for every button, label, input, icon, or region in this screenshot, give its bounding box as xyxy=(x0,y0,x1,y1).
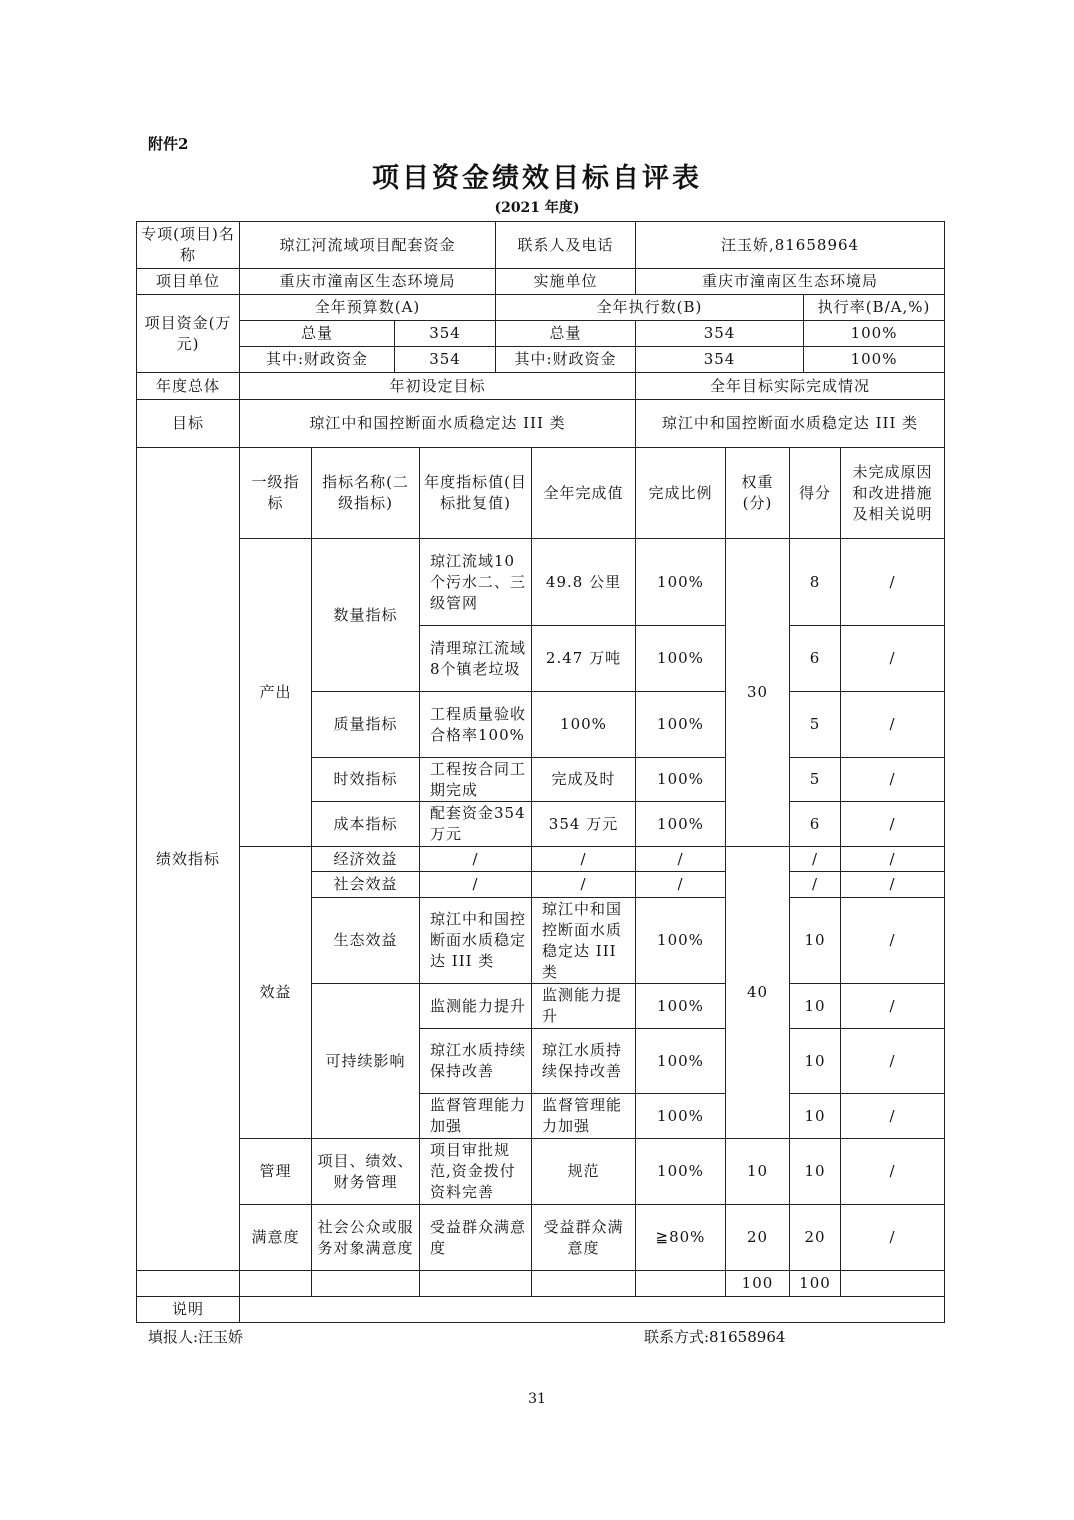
score-value: 10 xyxy=(790,984,841,1029)
exec-label: 全年执行数(B) xyxy=(496,295,804,321)
group-benefit: 效益 xyxy=(240,847,312,1139)
reason-value: / xyxy=(841,626,945,692)
reason-value: / xyxy=(841,898,945,984)
ratio-value: 100% xyxy=(636,1094,726,1139)
contact-label: 联系人及电话 xyxy=(496,222,636,269)
actual-value: 2.47 万吨 xyxy=(532,626,636,692)
score-value: 10 xyxy=(790,1139,841,1205)
actual-label: 全年目标实际完成情况 xyxy=(636,373,945,400)
indicator-table xyxy=(136,447,945,1323)
year-subtitle: (2021 年度) xyxy=(494,200,580,216)
total-rate: 100% xyxy=(804,321,945,347)
filler-name: 填报人:汪玉娇 xyxy=(148,1328,244,1346)
indicator-name: 社会效益 xyxy=(312,872,420,898)
ratio-value: / xyxy=(636,872,726,898)
section-label: 绩效指标 xyxy=(137,448,240,1271)
group-output: 产出 xyxy=(240,539,312,847)
note-value xyxy=(240,1297,945,1323)
actual-value: 完成及时 xyxy=(532,758,636,802)
column-header: 未完成原因和改进措施及相关说明 xyxy=(841,448,945,539)
reason-value: / xyxy=(841,539,945,626)
budget-label: 全年预算数(A) xyxy=(240,295,496,321)
target-label: 目标 xyxy=(137,400,240,448)
rate-label: 执行率(B/A,%) xyxy=(804,295,945,321)
target-value: 配套资金354万元 xyxy=(420,802,532,847)
page-title: 项目资金绩效目标自评表 xyxy=(372,163,702,194)
score-value: 5 xyxy=(790,692,841,758)
indicator-name: 成本指标 xyxy=(312,802,420,847)
column-header: 一级指标 xyxy=(240,448,312,539)
attachment-label: 附件2 xyxy=(148,135,189,153)
actual-value: 354 万元 xyxy=(532,802,636,847)
target-value: 琼江水质持续保持改善 xyxy=(420,1029,532,1094)
ratio-value: 100% xyxy=(636,758,726,802)
empty-cell xyxy=(137,1271,240,1297)
indicator-name: 社会公众或服务对象满意度 xyxy=(312,1205,420,1271)
reason-value: / xyxy=(841,1139,945,1205)
ratio-value: 100% xyxy=(636,539,726,626)
ratio-value: / xyxy=(636,847,726,872)
fiscal-rate: 100% xyxy=(804,347,945,373)
column-header: 权重(分) xyxy=(726,448,790,539)
reason-value: / xyxy=(841,802,945,847)
empty-cell xyxy=(532,1271,636,1297)
project-info-table xyxy=(136,221,945,448)
group-satisfaction: 满意度 xyxy=(240,1205,312,1271)
score-value: 8 xyxy=(790,539,841,626)
actual-value: 监督管理能力加强 xyxy=(532,1094,636,1139)
reason-value: / xyxy=(841,1094,945,1139)
score-value: 20 xyxy=(790,1205,841,1271)
project-name-label: 专项(项目)名称 xyxy=(137,222,240,269)
ratio-value: 100% xyxy=(636,1029,726,1094)
actual-value: 琼江中和国控断面水质稳定达 III 类 xyxy=(532,898,636,984)
reason-value: / xyxy=(841,1205,945,1271)
ratio-value: ≧80% xyxy=(636,1205,726,1271)
weight-value: 30 xyxy=(726,539,790,847)
score-value: 5 xyxy=(790,758,841,802)
empty-cell xyxy=(636,1271,726,1297)
actual-value: 琼江水质持续保持改善 xyxy=(532,1029,636,1094)
score-value: 6 xyxy=(790,802,841,847)
target-value: 项目审批规范,资金拨付资料完善 xyxy=(420,1139,532,1205)
score-value: / xyxy=(790,847,841,872)
total-label: 总量 xyxy=(240,321,395,347)
target-value: 工程质量验收合格率100% xyxy=(420,692,532,758)
total-weight: 100 xyxy=(726,1271,790,1297)
group-management: 管理 xyxy=(240,1139,312,1205)
target-value: 监督管理能力加强 xyxy=(420,1094,532,1139)
reason-value: / xyxy=(841,847,945,872)
target-value: 琼江流域10个污水二、三级管网 xyxy=(420,539,532,626)
score-value: 10 xyxy=(790,898,841,984)
empty-cell xyxy=(312,1271,420,1297)
actual-value: / xyxy=(532,847,636,872)
column-header: 指标名称(二级指标) xyxy=(312,448,420,539)
empty-cell xyxy=(420,1271,532,1297)
total-label: 总量 xyxy=(496,321,636,347)
project-name: 琼江河流域项目配套资金 xyxy=(240,222,496,269)
footer-contact: 联系方式:81658964 xyxy=(644,1328,786,1346)
column-header: 得分 xyxy=(790,448,841,539)
total-score: 100 xyxy=(790,1271,841,1297)
ratio-value: 100% xyxy=(636,898,726,984)
initial-target: 琼江中和国控断面水质稳定达 III 类 xyxy=(240,400,636,448)
initial-label: 年初设定目标 xyxy=(240,373,636,400)
column-header: 年度指标值(目标批复值) xyxy=(420,448,532,539)
actual-value: 受益群众满意度 xyxy=(532,1205,636,1271)
impl-value: 重庆市潼南区生态环境局 xyxy=(636,269,945,295)
actual-value: 49.8 公里 xyxy=(532,539,636,626)
total-exec: 354 xyxy=(636,321,804,347)
reason-value: / xyxy=(841,984,945,1029)
ratio-value: 100% xyxy=(636,802,726,847)
ratio-value: 100% xyxy=(636,626,726,692)
total-budget: 354 xyxy=(395,321,496,347)
target-value: 受益群众满意度 xyxy=(420,1205,532,1271)
reason-value: / xyxy=(841,758,945,802)
target-value: 琼江中和国控断面水质稳定达 III 类 xyxy=(420,898,532,984)
page-number: 31 xyxy=(528,1391,546,1407)
target-value: 清理琼江流域8个镇老垃圾 xyxy=(420,626,532,692)
reason-value: / xyxy=(841,1029,945,1094)
unit-label: 项目单位 xyxy=(137,269,240,295)
empty-cell xyxy=(240,1271,312,1297)
overall-label: 年度总体 xyxy=(137,373,240,400)
indicator-name: 生态效益 xyxy=(312,898,420,984)
actual-result: 琼江中和国控断面水质稳定达 III 类 xyxy=(636,400,945,448)
target-value: 监测能力提升 xyxy=(420,984,532,1029)
weight-value: 40 xyxy=(726,847,790,1139)
totals-row xyxy=(137,1271,945,1297)
reason-value: / xyxy=(841,692,945,758)
target-value: / xyxy=(420,847,532,872)
reason-value: / xyxy=(841,872,945,898)
unit-value: 重庆市潼南区生态环境局 xyxy=(240,269,496,295)
actual-value: 100% xyxy=(532,692,636,758)
indicator-name: 可持续影响 xyxy=(312,984,420,1139)
impl-label: 实施单位 xyxy=(496,269,636,295)
target-value: / xyxy=(420,872,532,898)
column-header: 全年完成值 xyxy=(532,448,636,539)
actual-value: / xyxy=(532,872,636,898)
fiscal-label: 其中:财政资金 xyxy=(240,347,395,373)
actual-value: 监测能力提升 xyxy=(532,984,636,1029)
fiscal-exec: 354 xyxy=(636,347,804,373)
target-value: 工程按合同工期完成 xyxy=(420,758,532,802)
fiscal-label: 其中:财政资金 xyxy=(496,347,636,373)
weight-value: 10 xyxy=(726,1139,790,1205)
score-value: 10 xyxy=(790,1094,841,1139)
indicator-name: 经济效益 xyxy=(312,847,420,872)
actual-value: 规范 xyxy=(532,1139,636,1205)
evaluation-form xyxy=(136,221,944,1323)
ratio-value: 100% xyxy=(636,1139,726,1205)
weight-value: 20 xyxy=(726,1205,790,1271)
contact-value: 汪玉娇,81658964 xyxy=(636,222,945,269)
ratio-value: 100% xyxy=(636,692,726,758)
note-label: 说明 xyxy=(137,1297,240,1323)
indicator-name: 时效指标 xyxy=(312,758,420,802)
indicator-name: 数量指标 xyxy=(312,539,420,692)
fiscal-budget: 354 xyxy=(395,347,496,373)
ratio-value: 100% xyxy=(636,984,726,1029)
fund-label: 项目资金(万元) xyxy=(137,295,240,373)
score-value: 6 xyxy=(790,626,841,692)
score-value: 10 xyxy=(790,1029,841,1094)
indicator-name: 质量指标 xyxy=(312,692,420,758)
indicator-name: 项目、绩效、财务管理 xyxy=(312,1139,420,1205)
empty-cell xyxy=(841,1271,945,1297)
score-value: / xyxy=(790,872,841,898)
column-header: 完成比例 xyxy=(636,448,726,539)
